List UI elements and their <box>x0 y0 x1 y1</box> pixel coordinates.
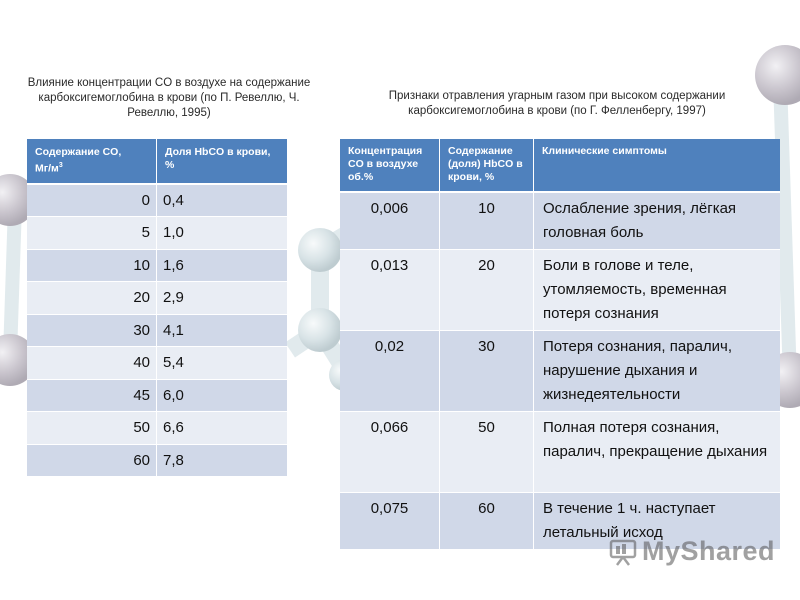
hbco-value: 1,0 <box>157 217 287 250</box>
hbco-value: 50 <box>440 412 534 493</box>
air-concentration-value: 0,006 <box>340 193 440 250</box>
table-row <box>27 250 287 283</box>
hbco-value: 1,6 <box>157 250 287 283</box>
hbco-value: 20 <box>440 250 534 331</box>
symptoms-text: Ослабление зрения, лёгкая головная боль <box>534 193 780 250</box>
hbco-value: 60 <box>440 493 534 550</box>
table-row <box>27 282 287 315</box>
co-value: 5 <box>27 217 157 250</box>
air-concentration-value: 0,066 <box>340 412 440 493</box>
hbco-value: 30 <box>440 331 534 412</box>
symptoms-text: Боли в голове и теле, утомляемость, временная потеря сознания <box>534 250 780 331</box>
table-row <box>27 380 287 413</box>
table-row <box>27 185 287 218</box>
watermark-text: MyShared <box>642 536 776 566</box>
symptoms-text: Полная потеря сознания, паралич, прекращение дыхания <box>534 412 780 493</box>
column-header-air-concentration: Концентрация CO в воздухе об.% <box>340 139 440 193</box>
hbco-value: 4,1 <box>157 315 287 348</box>
table-row <box>27 445 287 478</box>
co-value: 60 <box>27 445 157 478</box>
presentation-board-icon <box>608 537 638 567</box>
hbco-value: 5,4 <box>157 347 287 380</box>
co-value: 0 <box>27 185 157 218</box>
hbco-value: 0,4 <box>157 185 287 218</box>
column-header-hbco-share: Доля HbCO в крови, % <box>157 139 287 185</box>
table-row <box>340 331 780 412</box>
table-row <box>340 193 780 250</box>
poisoning-symptoms-table <box>340 139 780 550</box>
hbco-value: 10 <box>440 193 534 250</box>
right-table-caption: Признаки отравления угарным газом при высоком содержании карбоксигемоглобина в крови (по Г. Фелленбергу, 1997) <box>388 90 726 117</box>
hbco-value: 2,9 <box>157 282 287 315</box>
co-value: 10 <box>27 250 157 283</box>
air-concentration-value: 0,013 <box>340 250 440 331</box>
table-row <box>27 315 287 348</box>
column-header-hbco-content: Содержание (доля) HbCO в крови, % <box>440 139 534 193</box>
table-header-row <box>340 139 780 193</box>
air-concentration-value: 0,075 <box>340 493 440 550</box>
hbco-value: 6,0 <box>157 380 287 413</box>
table-row <box>27 217 287 250</box>
co-value: 45 <box>27 380 157 413</box>
air-concentration-value: 0,02 <box>340 331 440 412</box>
co-value: 20 <box>27 282 157 315</box>
column-header-clinical-symptoms: Клинические симптомы <box>534 139 780 193</box>
table-row <box>27 347 287 380</box>
symptoms-text: Потеря сознания, паралич, нарушение дыхания и жизнедеятельности <box>534 331 780 412</box>
hbco-value: 6,6 <box>157 412 287 445</box>
myshared-watermark <box>608 536 775 567</box>
table-row <box>340 250 780 331</box>
co-value: 40 <box>27 347 157 380</box>
table-row <box>27 412 287 445</box>
left-table-caption: Влияние концентрации CO в воздухе на содержание карбоксигемоглобина в крови (по П. Ревеллю, Ч. Ревеллю, 1995) <box>27 77 311 119</box>
co-value: 30 <box>27 315 157 348</box>
table-row <box>340 412 780 493</box>
table-header-row <box>27 139 287 185</box>
symptoms-text: В течение 1 ч. наступает летальный исход <box>534 493 780 550</box>
co-value: 50 <box>27 412 157 445</box>
co-concentration-table <box>27 139 287 477</box>
column-header-co-content: Содержание CO, $Мг/м^3$ <box>27 139 157 185</box>
hbco-value: 7,8 <box>157 445 287 478</box>
